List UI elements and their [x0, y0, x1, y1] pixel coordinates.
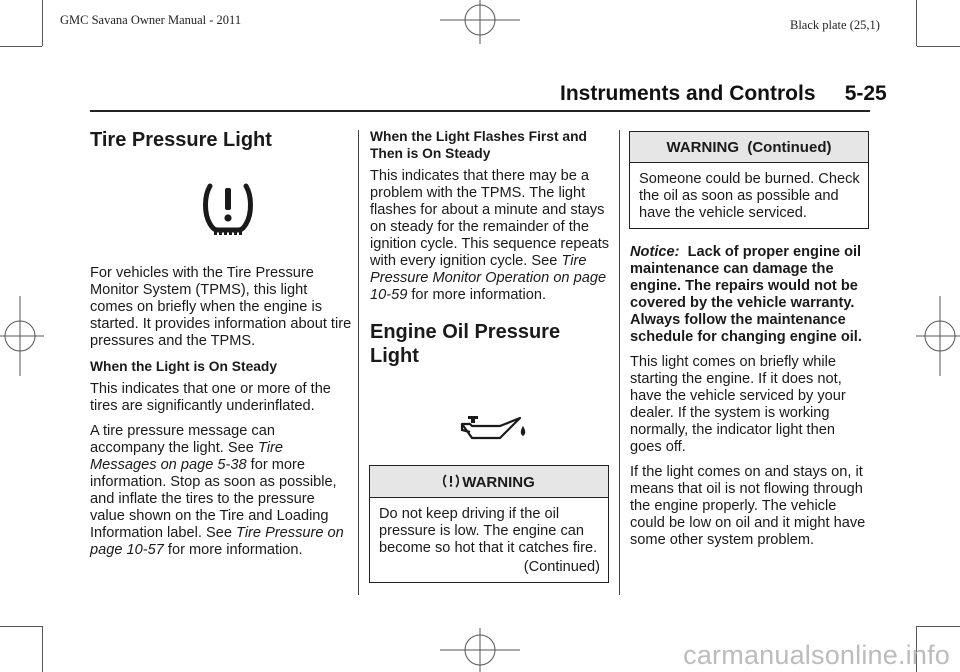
continued-label: (Continued)	[523, 559, 600, 575]
column-3	[630, 244, 870, 557]
registration-mark-left-icon	[0, 296, 44, 376]
warning-box	[369, 465, 609, 583]
column-divider-1	[358, 130, 359, 595]
warning-continued-body: Someone could be burned. Check the oil as soon as possible and have the vehicle serviced.	[639, 171, 860, 221]
warning-symbol-icon	[443, 473, 459, 489]
tpms-problem-text: This indicates that there may be a problem with the TPMS. The light flashes for about a minute and stays on steady for the remainder of the ignition cycle. This sequence repeats with every ignition cycle. See Tire Pressure Monitor Operation on page 10‑59 for more information.	[370, 168, 610, 303]
column-2	[370, 128, 610, 455]
link-tpms-operation[interactable]: Tire Pressure Monitor Operation on page 10‑59	[370, 253, 607, 303]
header-rule	[90, 110, 870, 112]
tpms-intro-text: For vehicles with the Tire Pressure Monitor System (TPMS), this light comes on briefly when the engine is started. It provides information about tire pressures and the TPMS.	[90, 265, 352, 349]
warning-box-title: WARNING	[370, 466, 608, 498]
registration-mark-right-icon	[916, 296, 960, 376]
tire-message-text: A tire pressure message can accompany the light. See Tire Messages on page 5‑38 for more information. Stop as soon as possible, and inflate the tires to the pressure value shown on the Tire and Loading Information label. See Tire Pressure on page 10‑57 for more information.	[90, 423, 344, 558]
light-stays-on-text: If the light comes on and stays on, it means that oil is not flowing through the engine properly. The vehicle could be low on oil and it might have some other system problem.	[630, 464, 866, 548]
warning-continued-box	[629, 131, 869, 229]
heading-tire-pressure-light: Tire Pressure Light	[90, 129, 272, 151]
running-header-right: Black plate (25,1)	[790, 18, 880, 32]
running-header-left: GMC Savana Owner Manual - 2011	[60, 13, 242, 27]
column-divider-2	[619, 130, 620, 595]
link-tire-pressure[interactable]: Tire Pressure on page 10‑57	[90, 525, 344, 558]
section-header: Instruments and Controls 5-25	[560, 82, 887, 105]
tire-pressure-icon-wrap	[90, 180, 352, 241]
subheading-on-steady: When the Light is On Steady	[90, 359, 278, 374]
oil-icon-wrap	[370, 414, 610, 455]
link-tire-messages[interactable]: Tire Messages on page 5‑38	[90, 440, 283, 473]
column-1	[90, 128, 352, 567]
underinflated-text: This indicates that one or more of the tires are significantly underinflated.	[90, 381, 331, 414]
warning-continued-title: WARNING (Continued)	[630, 132, 868, 163]
watermark-text: carmanualsonline.info	[683, 640, 950, 670]
tire-pressure-warning-icon	[201, 180, 255, 236]
notice-text: Notice: Lack of proper engine oil maintenance can damage the engine. The repairs would not be covered by the vehicle warranty. Always follow the maintenance schedule for changing engine oil.	[630, 244, 862, 345]
warning-body-text: Do not keep driving if the oil pressure is low. The engine can become so hot that it catches fire.	[379, 506, 598, 556]
registration-mark-top-icon	[440, 0, 520, 46]
oil-can-icon	[460, 414, 530, 450]
subheading-flashes-then-steady: When the Light Flashes First and Then is On Steady	[370, 129, 587, 161]
light-briefly-text: This light comes on briefly while starting the engine. If it does not, have the vehicle serviced by your dealer. If the system is working normally, the indicator light then goes off.	[630, 354, 846, 455]
registration-mark-bottom-icon	[440, 626, 520, 672]
heading-engine-oil-pressure-light: Engine Oil Pressure Light	[370, 321, 561, 367]
